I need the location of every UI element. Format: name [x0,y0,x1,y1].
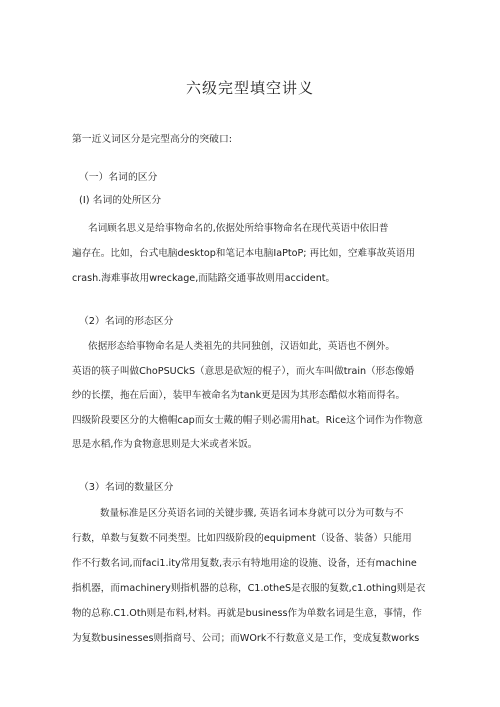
document-title: 六级完型填空讲义 [185,79,314,97]
paragraph-line: 纱的长摆，拖在后面），装甲车被命名为tank更是因为其形态酷似水箱而得名。 [72,390,406,401]
paragraph-line: crash.海难事故用wreckage,而陆路交通事故则用accident。 [72,273,336,284]
paragraph-line: 名词顾名思义是给事物命名的,依据处所给事物命名在现代英语中依旧普 [88,223,389,234]
subsection-heading-location: (I) 名词的处所区分 [79,195,162,206]
intro-text: 第一近义词区分是完型高分的突破口: [72,134,233,145]
paragraph-line: 行数，单数与复数不同类型。比如四级阶段的equipment（设备、装备）只能用 [72,533,412,544]
paragraph-line: 物的总称.C1.Oth则是布料,材料。再就是business作为单数名词是生意，事情，作 [72,608,422,619]
section-heading-nouns: （一）名词的区分 [79,172,158,183]
paragraph-line: 四级阶段要区分的大檐帽cap而女士戴的帽子则必需用hat。Rice这个词作为作物意 [72,415,423,426]
paragraph-line: 英语的筷子叫做ChoPSUCkS（意思是砍短的棍子），而火车叫做train（形态像婚 [72,366,415,377]
paragraph-line: 依据形态给事物命名是人类祖先的共同独创，汉语如此，英语也不例外。 [88,341,395,352]
paragraph-line: 指机器，而machinery则指机器的总称，C1.otheS是衣服的复数,c1.othing则是衣 [72,583,426,594]
paragraph-line: 作不行数名词,而faci1.ity常用复数,表示有特地用途的设施、设备，还有machine [72,558,417,569]
paragraph-line: 为复数businesses则指商号、公司；而WOrk不行数意义是工作，变成复数works [72,633,420,644]
paragraph-line: 思是水稻,作为食物意思则是大米或者米饭。 [72,439,258,450]
subsection-heading-form: （2）名词的形态区分 [79,316,174,327]
paragraph-line: 遍存在。比如，台式电脑desktop和笔记本电脑IaPtoP; 再比如，空难事故英语用 [72,248,416,259]
paragraph-line: 数量标准是区分英语名词的关键步骤, 英语名词本身就可以分为可数与不 [100,508,404,519]
subsection-heading-quantity: （3）名词的数量区分 [79,482,174,493]
